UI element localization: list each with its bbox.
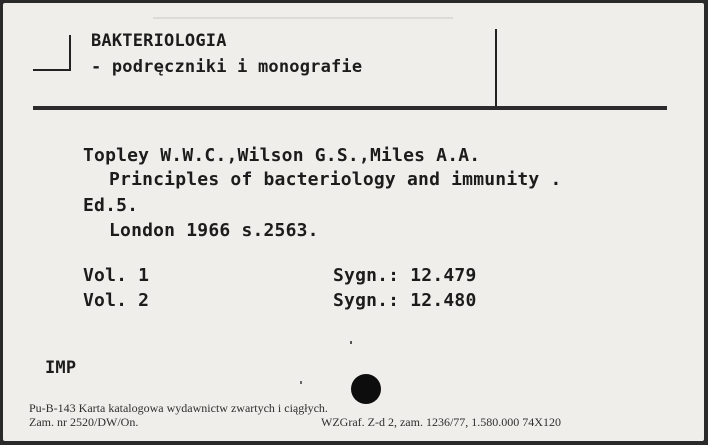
imp-stamp: IMP (45, 358, 77, 378)
punch-hole (351, 374, 381, 404)
volume-label: Vol. 1 (83, 265, 150, 286)
entry-imprint: London 1966 s.2563. (109, 220, 319, 241)
volume-label: Vol. 2 (83, 290, 150, 311)
footer-order-number: Zam. nr 2520/DW/On. (29, 415, 139, 429)
header-bracket-horizontal (33, 69, 70, 71)
subject-heading: BAKTERIOLOGIA (91, 31, 227, 51)
header-right-border (495, 29, 497, 107)
entry-authors: Topley W.W.C.,Wilson G.S.,Miles A.A. (83, 145, 481, 166)
ink-speck (300, 381, 302, 384)
footer-form-info: Pu-B-143 Karta katalogowa wydawnictw zwartych i ciągłych. (29, 401, 328, 415)
footer-printer-info: WZGraf. Z-d 2, zam. 1236/77, 1.580.000 74X120 (321, 415, 561, 429)
volume-signature: Sygn.: 12.480 (333, 290, 477, 311)
ink-speck (350, 341, 352, 344)
entry-title: Principles of bacteriology and immunity . (109, 169, 562, 190)
entry-edition: Ed.5. (83, 195, 139, 216)
catalog-card (3, 3, 704, 441)
header-bracket-vertical (69, 35, 71, 71)
show-through-mark (153, 17, 453, 19)
subject-subheading: - podręczniki i monografie (91, 57, 363, 77)
volume-signature: Sygn.: 12.479 (333, 265, 477, 286)
header-rule (33, 106, 667, 110)
